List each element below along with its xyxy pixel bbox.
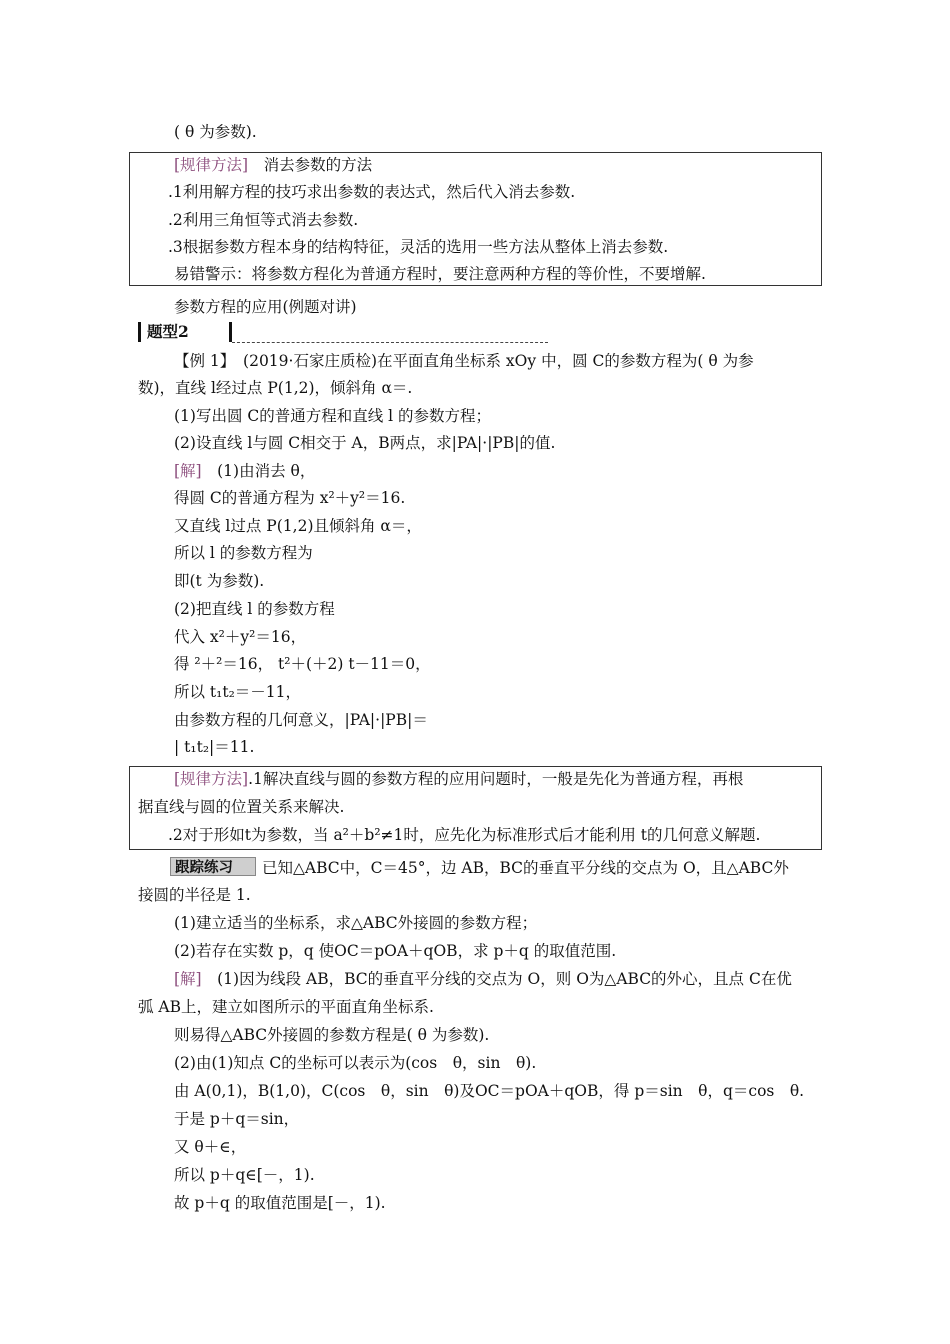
- dashed-divider: [232, 342, 548, 343]
- solution-1-line-11: | t₁t₂|＝11.: [174, 738, 255, 756]
- solution-1-line-10: 由参数方程的几何意义，|PA|·|PB|＝: [174, 711, 428, 729]
- solution-1-line-7: 代入 x²＋y²＝16，: [174, 628, 307, 646]
- type-badge-label: 题型2: [147, 322, 189, 341]
- solution-2-line-2: 弧 AB上，建立如图所示的平面直角坐标系.: [138, 998, 434, 1016]
- solution-2-line-4: (2)由(1)知点 C的坐标可以表示为(cos θ，sin θ).: [174, 1054, 537, 1072]
- solution-2-line-9: 故 p＋q 的取值范围是[－，1).: [174, 1194, 386, 1212]
- solution-2-text-1: (1)因为线段 AB，BC的垂直平分线的交点为 O，则 O为△ABC的外心，且点 C在优: [217, 970, 792, 988]
- solution-1-line-6: (2)把直线 l 的参数方程: [174, 600, 335, 618]
- example-question-1: (1)写出圆 C的普通方程和直线 l 的参数方程；: [174, 407, 492, 425]
- track-question-2: (2)若存在实数 p，q 使OC＝pOA＋qOB，求 p＋q 的取值范围.: [174, 942, 617, 960]
- solution-tag-2: [解]: [174, 970, 202, 988]
- solution-1-line-4: 所以 l 的参数方程为: [174, 544, 313, 562]
- solution-1-line-2: 得圆 C的普通方程为 x²＋y²＝16.: [174, 489, 406, 507]
- solution-2-line-5: 由 A(0,1)，B(1,0)，C(cos θ，sin θ)及OC＝pOA＋qOB，得 p＝sin θ，q＝cos θ.: [174, 1082, 805, 1100]
- track-line-1: 已知△ABC中，C＝45°，边 AB，BC的垂直平分线的交点为 O，且△ABC外: [262, 859, 789, 877]
- method-box-2-line-3: .2对于形如t为参数，当 a²＋b²≠1时，应先化为标准形式后才能利用 t的几何意义解题.: [168, 826, 761, 844]
- solution-2-line-6: 于是 p＋q＝sin，: [174, 1110, 300, 1128]
- method-box-1-header: [174, 154, 372, 176]
- method-item-2: .2利用三角恒等式消去参数.: [168, 211, 359, 229]
- solution-1-line-8: 得 ²＋²＝16， t²＋(＋2) t－11＝0，: [174, 655, 431, 673]
- method-tag-2: [规律方法]: [174, 770, 249, 788]
- method-tag: [规律方法]: [174, 156, 249, 174]
- solution-1-line-3: 又直线 l过点 P(1,2)且倾斜角 α＝，: [174, 517, 422, 535]
- method-item-1: .1利用解方程的技巧求出参数的表达式，然后代入消去参数.: [168, 183, 576, 201]
- section-title: 参数方程的应用(例题对讲): [174, 298, 357, 316]
- track-question-1: (1)建立适当的坐标系，求△ABC外接圆的参数方程；: [174, 914, 538, 932]
- solution-1-line-9: 所以 t₁t₂＝－11，: [174, 683, 302, 701]
- error-warning: 易错警示：将参数方程化为普通方程时，要注意两种方程的等价性，不要增解.: [174, 265, 706, 283]
- method-box-2-text-1: .1解决直线与圆的参数方程的应用问题时，一般是先化为普通方程，再根: [248, 770, 744, 788]
- track-line-2: 接圆的半径是 1.: [138, 886, 251, 904]
- example-line-2: 数)，直线 l经过点 P(1,2)，倾斜角 α＝.: [138, 379, 413, 397]
- solution-2-line-8: 所以 p＋q∈[－，1).: [174, 1166, 315, 1184]
- method-box-2-line-1: [174, 768, 743, 790]
- solution-2-line-3: 则易得△ABC外接圆的参数方程是( θ 为参数).: [174, 1026, 490, 1044]
- solution-2-line-7: 又 θ＋∈，: [174, 1138, 247, 1156]
- solution-1-text: (1)由消去 θ，: [217, 462, 316, 480]
- solution-1-line-1: [174, 460, 315, 482]
- method-box-2-line-2: 据直线与圆的位置关系来解决.: [138, 798, 345, 816]
- method-item-3: .3根据参数方程本身的结构特征，灵活的选用一些方法从整体上消去参数.: [168, 238, 669, 256]
- example-question-2: (2)设直线 l与圆 C相交于 A，B两点，求|PA|·|PB|的值.: [174, 434, 556, 452]
- example-line-1: 【例 1】 (2019·石家庄质检)在平面直角坐标系 xOy 中，圆 C的参数方程为( θ 为参: [174, 352, 754, 370]
- solution-2-line-1: [174, 968, 792, 990]
- solution-1-line-5: 即(t 为参数).: [174, 572, 265, 590]
- solution-tag: [解]: [174, 462, 202, 480]
- tracking-exercise-badge: [170, 857, 256, 876]
- type-badge: [138, 322, 232, 342]
- top-line: ( θ 为参数).: [174, 123, 257, 141]
- tracking-exercise-label: 跟踪练习: [175, 859, 233, 876]
- method-title: 消去参数的方法: [263, 156, 373, 174]
